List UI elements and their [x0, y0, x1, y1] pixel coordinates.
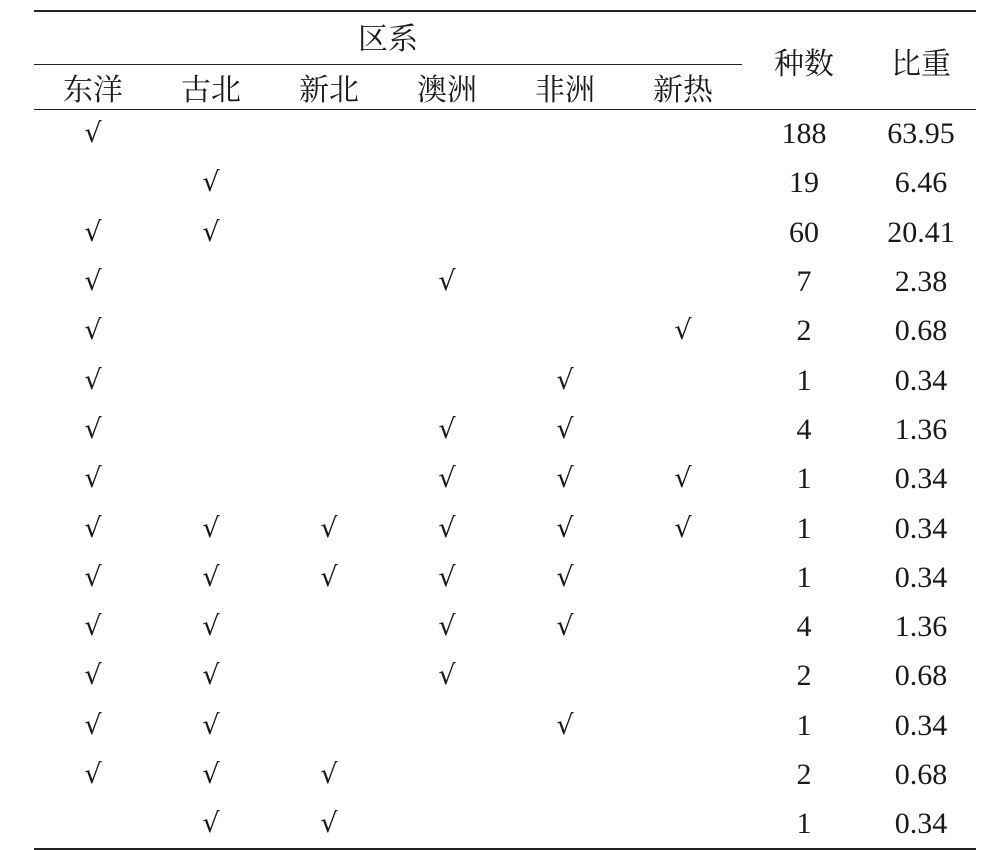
check-mark: √ [438, 611, 456, 643]
region-cell [152, 504, 270, 553]
check-mark: √ [556, 611, 574, 643]
check-mark: √ [202, 512, 220, 544]
check-mark: √ [202, 167, 220, 199]
count-cell: 4 [796, 412, 812, 446]
ratio-cell: 0.68 [894, 659, 948, 693]
region-header: 古北 [181, 74, 241, 107]
table-row [34, 159, 976, 208]
region-cell [270, 159, 388, 208]
check-mark: √ [674, 463, 692, 495]
check-mark: √ [556, 463, 574, 495]
region-cell [270, 602, 388, 651]
ratio-cell: 2.38 [894, 265, 948, 299]
ratio-cell: 63.95 [887, 117, 955, 151]
region-cell [270, 652, 388, 701]
region-cell [624, 750, 742, 799]
region-cell [152, 701, 270, 750]
check-mark: √ [84, 413, 102, 445]
check-mark: √ [438, 463, 456, 495]
ratio-cell: 20.41 [887, 215, 955, 249]
ratio-cell: 1.36 [894, 412, 948, 446]
check-mark: √ [84, 660, 102, 692]
check-mark: √ [674, 315, 692, 347]
ratio-cell: 0.68 [894, 314, 948, 348]
region-cell [34, 307, 152, 356]
count-cell: 1 [796, 806, 812, 840]
check-mark: √ [202, 709, 220, 741]
region-cell [34, 750, 152, 799]
region-cell [270, 307, 388, 356]
check-mark: √ [438, 266, 456, 298]
count-cell: 19 [789, 166, 819, 200]
region-group-header: 区系 [34, 11, 742, 65]
region-cell [270, 553, 388, 602]
region-cell [34, 159, 152, 208]
region-cell [152, 307, 270, 356]
region-cell [624, 307, 742, 356]
region-cell [270, 504, 388, 553]
check-mark: √ [438, 512, 456, 544]
region-cell [152, 800, 270, 849]
region-cell [624, 800, 742, 849]
region-cell [388, 455, 506, 504]
region-cell [152, 652, 270, 701]
fauna-distribution-table [34, 10, 976, 850]
check-mark: √ [84, 611, 102, 643]
check-mark: √ [438, 413, 456, 445]
region-cell [34, 800, 152, 849]
table-row [34, 602, 976, 651]
region-cell [506, 504, 624, 553]
table-row [34, 307, 976, 356]
check-mark: √ [556, 364, 574, 396]
region-cell [388, 701, 506, 750]
region-cell [624, 504, 742, 553]
region-cell [388, 602, 506, 651]
region-cell [506, 159, 624, 208]
table-row [34, 553, 976, 602]
region-cell [270, 208, 388, 257]
ratio-cell: 1.36 [894, 610, 948, 644]
ratio-cell: 0.34 [894, 806, 948, 840]
count-cell: 1 [796, 560, 812, 594]
count-cell: 60 [789, 215, 819, 249]
table-row [34, 750, 976, 799]
region-cell [152, 208, 270, 257]
region-cell [388, 356, 506, 405]
ratio-header: 比重 [866, 11, 976, 110]
check-mark: √ [202, 660, 220, 692]
region-header: 新热 [653, 74, 713, 107]
ratio-cell: 0.34 [894, 363, 948, 397]
count-cell: 2 [796, 314, 812, 348]
region-cell [270, 455, 388, 504]
count-header: 种数 [742, 11, 866, 110]
region-cell [34, 652, 152, 701]
check-mark: √ [84, 463, 102, 495]
table-row [34, 405, 976, 454]
region-cell [34, 208, 152, 257]
check-mark: √ [84, 266, 102, 298]
region-cell [152, 110, 270, 159]
count-cell: 2 [796, 659, 812, 693]
region-cell [388, 110, 506, 159]
region-cell [506, 602, 624, 651]
region-cell [152, 455, 270, 504]
check-mark: √ [84, 709, 102, 741]
region-cell [506, 750, 624, 799]
region-cell [152, 356, 270, 405]
check-mark: √ [674, 512, 692, 544]
check-mark: √ [202, 759, 220, 790]
region-cell [506, 257, 624, 306]
region-cell [270, 356, 388, 405]
region-header: 非洲 [535, 74, 595, 107]
ratio-cell: 0.34 [894, 462, 948, 496]
region-cell [506, 356, 624, 405]
region-cell [506, 405, 624, 454]
ratio-cell: 0.34 [894, 708, 948, 742]
check-mark: √ [84, 315, 102, 347]
region-cell [624, 553, 742, 602]
region-cell [270, 800, 388, 849]
region-cell [388, 652, 506, 701]
region-header: 澳洲 [417, 74, 477, 107]
region-cell [506, 208, 624, 257]
region-header: 东洋 [63, 74, 123, 107]
region-cell [388, 159, 506, 208]
count-cell: 4 [796, 610, 812, 644]
table-row [34, 110, 976, 159]
check-mark: √ [202, 611, 220, 643]
count-cell: 188 [781, 117, 827, 151]
region-cell [506, 701, 624, 750]
table-row [34, 257, 976, 306]
region-cell [34, 553, 152, 602]
region-cell [152, 405, 270, 454]
region-cell [34, 504, 152, 553]
check-mark: √ [320, 512, 338, 544]
check-mark: √ [202, 807, 220, 839]
region-cell [388, 800, 506, 849]
check-mark: √ [556, 561, 574, 593]
region-cell [152, 553, 270, 602]
check-mark: √ [202, 216, 220, 248]
region-cell [152, 602, 270, 651]
check-mark: √ [84, 512, 102, 544]
check-mark: √ [84, 216, 102, 248]
region-cell [624, 602, 742, 651]
count-cell: 2 [796, 758, 812, 791]
check-mark: √ [556, 413, 574, 445]
check-mark: √ [438, 561, 456, 593]
region-cell [624, 159, 742, 208]
check-mark: √ [556, 512, 574, 544]
table-header [34, 11, 976, 110]
region-cell [388, 553, 506, 602]
region-cell [152, 257, 270, 306]
region-cell [388, 405, 506, 454]
region-cell [152, 750, 270, 799]
region-cell [34, 701, 152, 750]
region-cell [34, 110, 152, 159]
region-cell [624, 652, 742, 701]
check-mark: √ [84, 118, 102, 150]
region-cell [388, 504, 506, 553]
region-cell [624, 257, 742, 306]
region-cell [270, 701, 388, 750]
table-row [34, 356, 976, 405]
count-cell: 1 [796, 363, 812, 397]
region-cell [624, 208, 742, 257]
region-cell [152, 159, 270, 208]
check-mark: √ [84, 561, 102, 593]
region-cell [506, 110, 624, 159]
check-mark: √ [556, 709, 574, 741]
region-cell [506, 553, 624, 602]
region-cell [270, 405, 388, 454]
check-mark: √ [202, 561, 220, 593]
region-cell [388, 257, 506, 306]
region-cell [270, 110, 388, 159]
count-cell: 1 [796, 511, 812, 545]
table-row [34, 455, 976, 504]
region-cell [34, 405, 152, 454]
count-cell: 1 [796, 462, 812, 496]
region-cell [624, 405, 742, 454]
table-body [34, 110, 976, 849]
table-row [34, 701, 976, 750]
table-row [34, 652, 976, 701]
region-cell [34, 602, 152, 651]
region-cell [270, 257, 388, 306]
ratio-cell: 6.46 [894, 166, 948, 200]
region-cell [388, 750, 506, 799]
region-cell [388, 307, 506, 356]
check-mark: √ [84, 364, 102, 396]
region-cell [624, 455, 742, 504]
check-mark: √ [320, 807, 338, 839]
count-cell: 1 [796, 708, 812, 742]
table-row [34, 504, 976, 553]
region-cell [624, 701, 742, 750]
check-mark: √ [84, 759, 102, 790]
table-row [34, 800, 976, 849]
table-row [34, 208, 976, 257]
ratio-cell: 0.34 [894, 511, 948, 545]
region-cell [506, 800, 624, 849]
region-cell [34, 356, 152, 405]
check-mark: √ [320, 561, 338, 593]
region-cell [388, 208, 506, 257]
region-cell [506, 652, 624, 701]
ratio-cell: 0.68 [894, 758, 948, 791]
region-cell [506, 455, 624, 504]
region-cell [270, 750, 388, 799]
region-cell [34, 257, 152, 306]
region-cell [34, 455, 152, 504]
region-cell [506, 307, 624, 356]
region-header: 新北 [299, 74, 359, 107]
check-mark: √ [320, 759, 338, 790]
ratio-cell: 0.34 [894, 560, 948, 594]
check-mark: √ [438, 660, 456, 692]
region-cell [624, 356, 742, 405]
count-cell: 7 [796, 265, 812, 299]
region-cell [624, 110, 742, 159]
